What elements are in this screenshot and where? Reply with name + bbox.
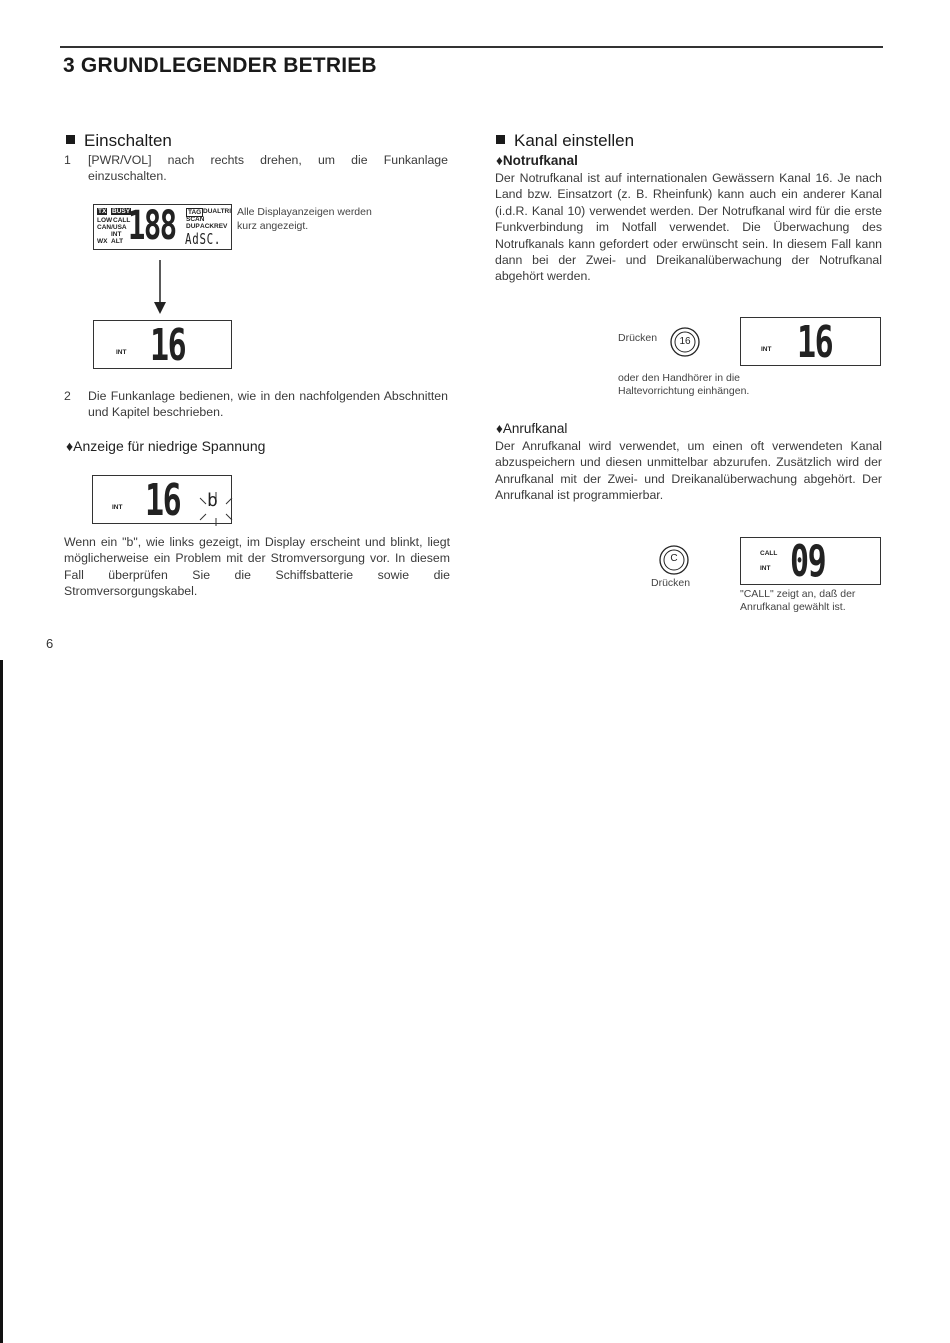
diamond-bullet-icon: ♦ [496,153,503,168]
lcd-int-label: INT [112,504,123,511]
anrufkanal-heading-text: Anrufkanal [502,421,568,436]
lcd-alt-label: ALT [111,238,124,245]
lcd-call-label: CALL [113,217,131,224]
diamond-bullet-icon: ♦ [66,438,74,454]
chapter-title: 3 GRUNDLEGENDER BETRIEB [63,54,377,77]
low-voltage-text: Wenn ein "b", wie links gezeigt, im Display erscheint und blinkt, liegt möglicherweise ein Problem mit der Stromversorgung vor. In diesem Fall überprüfen Sie die Schiffsbatterie sowie die Stromversorgungskabel. [64,535,450,599]
lcd-all-segments [93,204,232,250]
section-heading-einschalten [66,131,172,151]
lcd-busy-label: BUSY [112,208,131,215]
diamond-bullet-icon: ♦ [496,421,503,436]
notrufkanal-heading-text: Notrufkanal [502,153,578,168]
step-number: 2 [64,389,71,403]
blink-rays-icon [196,490,238,528]
lcd-int-label: INT [761,346,772,353]
notrufkanal-text: Der Notrufkanal ist auf internationalen Gewässern Kanal 16. Je nach Land bzw. Einsatzort (z. B. Rheinfunk) kann auch ein anderer Kanal (i.d.R. Kanal 10) verwendet werden. Der Notrufkanal wird für die erste Funkverbindung im Notfall verwendet. Die Überwachung des Notrufkanals kann gefordert oder erwünscht sein. In diesem Fall kann dann bei der Zwei- und Dreikanalüberwachung der Notrufkanal abgehört werden. [495,171,882,284]
druecken-label-2: Drücken [651,577,691,589]
lcd-scan-label: SCAN [186,216,205,223]
lcd-digits: 188 [128,203,176,249]
lcd-int-label: INT [116,349,127,356]
lcd-canusa-label: CAN/USA [97,224,127,231]
lcd-channel-digits: 16 [145,475,181,526]
einschalten-heading-text: Einschalten [84,131,172,150]
kanal-heading-text: Kanal einstellen [514,131,635,150]
lcd-tx-label: TX [98,208,107,215]
lcd-channel-digits: 09 [790,536,826,587]
lcd-dualtri-label: DUALTRI [203,208,232,215]
lcd-call-09 [740,537,881,585]
lcd-int-label: INT [111,231,122,238]
druecken-label: Drücken [618,332,658,344]
low-voltage-heading-text: Anzeige für niedrige Spannung [73,438,266,454]
square-bullet-icon [496,135,505,144]
notrufkanal-heading [496,153,578,168]
lcd-channel-16 [93,320,232,369]
header-rule [60,46,883,48]
anrufkanal-text: Der Anrufkanal wird verwendet, um einen oft verwendeten Kanal abzuspeichern und diesen unmittelbar abzurufen. Zusätzlich wird der Anrufkanal mit der Zwei- und Dreikanalüberwachung abgehört. Der Anrufkanal ist programmierbar. [495,439,882,503]
low-voltage-heading [66,438,265,454]
handset-note: oder den Handhörer in die Haltevorrichtung einhängen. [618,372,750,397]
key-c-label: C [670,553,678,564]
step1-text: [PWR/VOL] nach rechts drehen, um die Funkanlage einzuschalten. [88,153,448,184]
section-heading-kanal [496,131,634,151]
down-arrow-icon [150,258,170,316]
call-note: "CALL" zeigt an, daß der Anrufkanal gewählt ist. [740,588,856,613]
scan-edge-shadow [0,660,3,1343]
square-bullet-icon [66,135,75,144]
lcd-rev-label: REV [214,223,228,230]
display-all-caption: Alle Displayanzeigen werden kurz angezeigt. [237,206,372,232]
lcd-low-voltage-b: b [207,490,216,511]
page-number: 6 [46,636,54,651]
lcd-wx-label: WX [97,238,108,245]
lcd-tag-label: TAG [188,209,202,216]
lcd-notruf-16 [740,317,881,366]
key-16-label: 16 [679,336,691,347]
step2-text: Die Funkanlage bedienen, wie in den nachfolgenden Abschnitten und Kapitel beschrieben. [88,389,448,420]
anrufkanal-heading [496,421,567,436]
lcd-dup-label: DUP [186,223,200,230]
lcd-channel-digits: 16 [150,320,186,371]
step-number: 1 [64,153,71,167]
lcd-call-label: CALL [760,550,778,557]
lcd-int-label: INT [760,565,771,572]
lcd-low-label: LOW [97,217,113,224]
lcd-channel-digits: 16 [797,317,833,368]
lcd-ack-label: ACK [200,223,215,230]
lcd-adsc-text: AdSC. [185,230,222,248]
